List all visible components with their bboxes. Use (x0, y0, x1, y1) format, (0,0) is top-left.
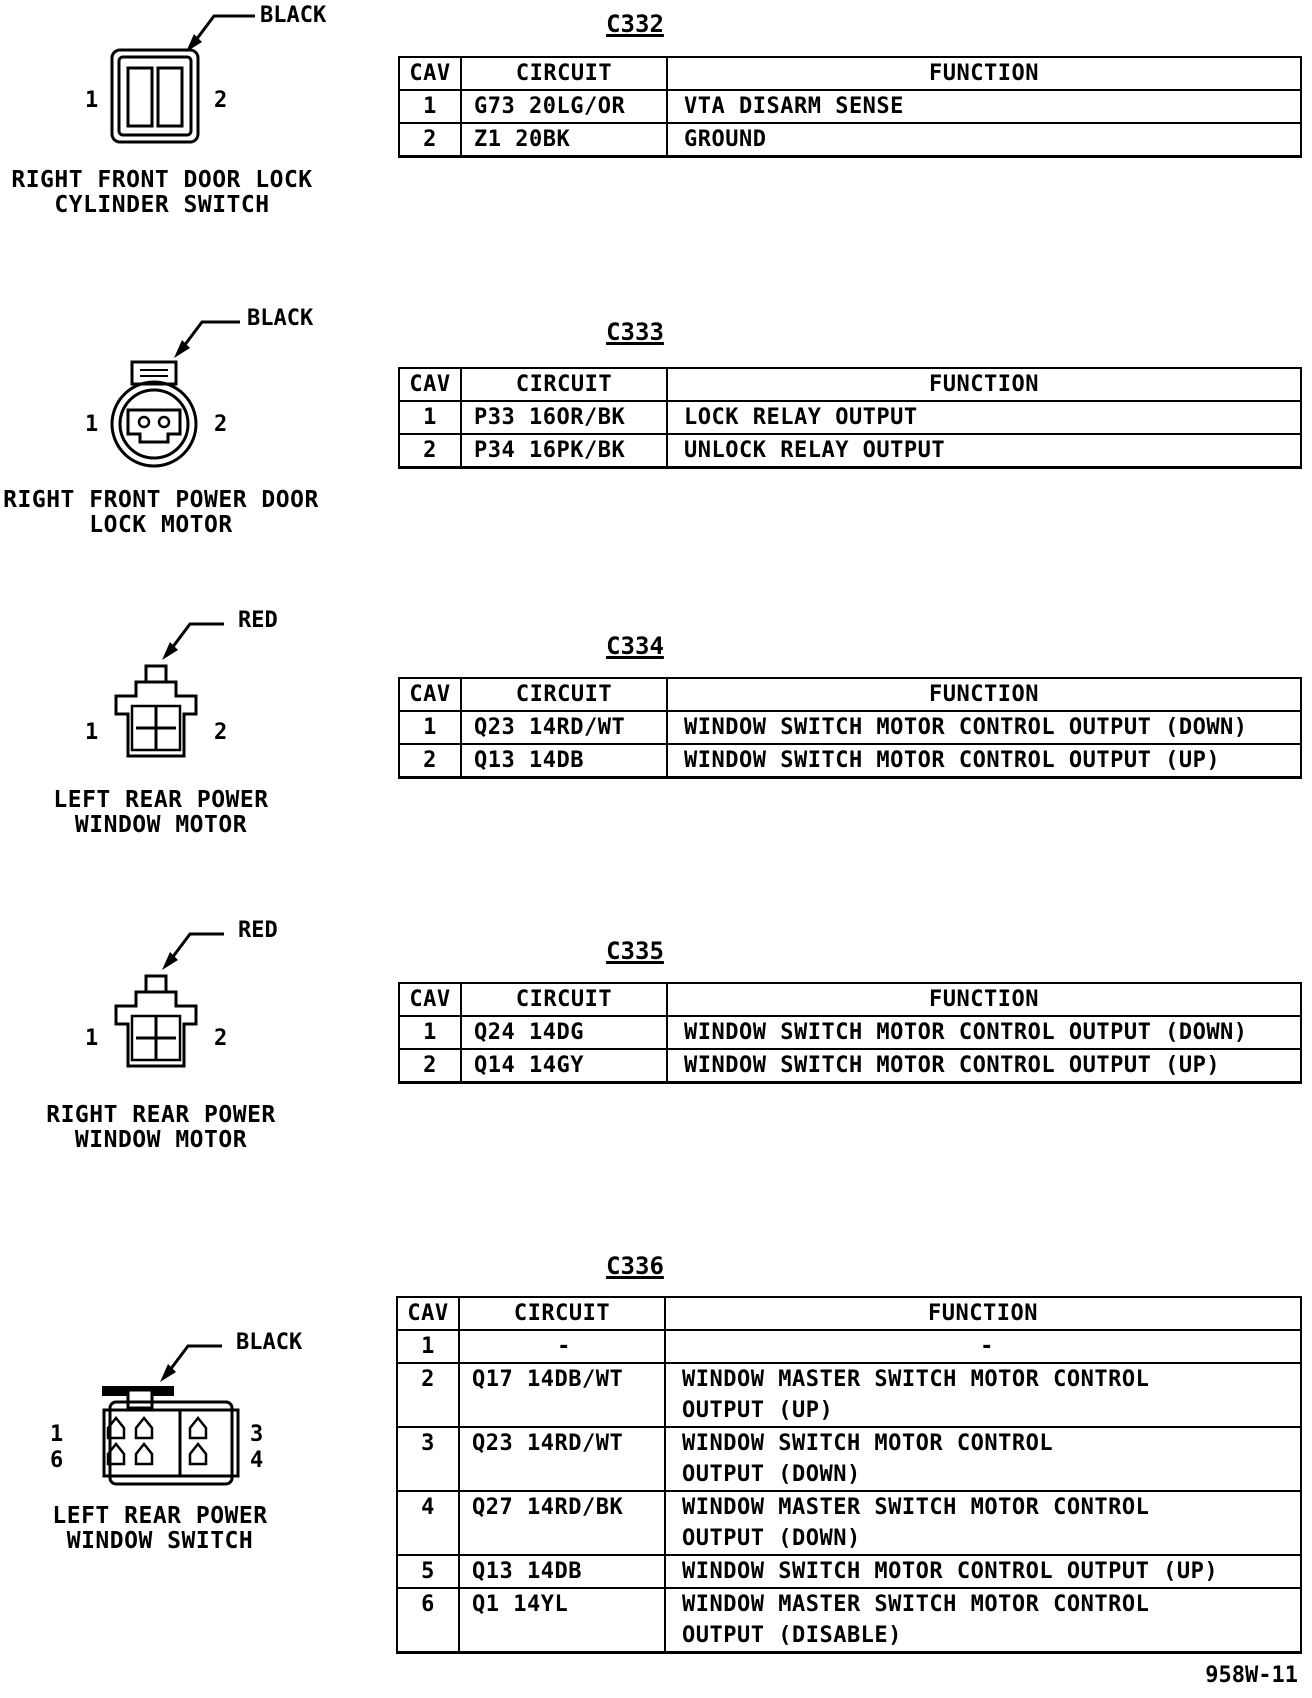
cell-circuit: Q17 14DB/WT (459, 1363, 665, 1427)
connector-face-icon (0, 620, 340, 780)
pin-label-right: 2 (214, 412, 228, 437)
header-circuit: CIRCUIT (461, 678, 667, 711)
header-function: FUNCTION (667, 57, 1301, 90)
cell-function (665, 1588, 1301, 1653)
cell-cav: 1 (397, 1330, 459, 1363)
connector-face-icon (0, 310, 340, 470)
cell-cav: 2 (399, 744, 461, 778)
pinout-table (398, 367, 1302, 469)
table-header-row (399, 57, 1301, 90)
table-row (399, 711, 1301, 744)
cell-circuit: G73 20LG/OR (461, 90, 667, 123)
wire-color-label: RED (238, 608, 278, 633)
table-header-row (397, 1297, 1301, 1330)
table-row (397, 1588, 1301, 1653)
table-row (397, 1363, 1301, 1427)
connector-description (0, 168, 324, 218)
function-line-1: WINDOW MASTER SWITCH MOTOR CONTROL (682, 1367, 1150, 1392)
description-line-1: RIGHT REAR POWER (46, 1102, 276, 1128)
cell-function: WINDOW SWITCH MOTOR CONTROL OUTPUT (UP) (665, 1555, 1301, 1588)
connector-description (0, 488, 322, 538)
cell-circuit: Q13 14DB (459, 1555, 665, 1588)
table-row (397, 1330, 1301, 1363)
wire-color-label: BLACK (260, 3, 327, 28)
cell-circuit: P34 16PK/BK (461, 434, 667, 468)
header-cav: CAV (399, 368, 461, 401)
connector-section-c335 (0, 918, 1312, 1190)
pin-label-4: 4 (250, 1448, 264, 1473)
header-function: FUNCTION (667, 368, 1301, 401)
cell-cav: 3 (397, 1427, 459, 1491)
connector-id: C332 (606, 10, 664, 38)
cell-cav: 1 (399, 711, 461, 744)
cell-circuit: - (459, 1330, 665, 1363)
connector-id: C333 (606, 318, 664, 346)
pin-label-left: 1 (85, 720, 99, 745)
pin-label-6: 6 (50, 1448, 64, 1473)
cell-function: WINDOW SWITCH MOTOR CONTROL OUTPUT (UP) (667, 744, 1301, 778)
cell-function: LOCK RELAY OUTPUT (667, 401, 1301, 434)
function-line-1: WINDOW MASTER SWITCH MOTOR CONTROL (682, 1592, 1150, 1617)
cell-circuit: Q14 14GY (461, 1049, 667, 1083)
cell-function: UNLOCK RELAY OUTPUT (667, 434, 1301, 468)
header-function: FUNCTION (667, 678, 1301, 711)
header-circuit: CIRCUIT (461, 57, 667, 90)
connector-description (0, 1103, 322, 1153)
table-row (399, 744, 1301, 778)
cell-function: VTA DISARM SENSE (667, 90, 1301, 123)
connector-id: C335 (606, 937, 664, 965)
pin-label-right: 2 (214, 88, 228, 113)
table-row (399, 401, 1301, 434)
table-row (399, 434, 1301, 468)
function-line-2: OUTPUT (DISABLE) (682, 1623, 902, 1648)
table-row (397, 1555, 1301, 1588)
cell-function (665, 1363, 1301, 1427)
function-line-1: WINDOW SWITCH MOTOR CONTROL (682, 1431, 1054, 1456)
cell-circuit: Q23 14RD/WT (459, 1427, 665, 1491)
pinout-table (396, 1296, 1302, 1654)
table-header-row (399, 678, 1301, 711)
pinout-table (398, 982, 1302, 1084)
connector-section-c332 (0, 0, 1312, 260)
cell-function: GROUND (667, 123, 1301, 157)
description-line-1: RIGHT FRONT DOOR LOCK (11, 167, 313, 193)
cell-circuit: Q23 14RD/WT (461, 711, 667, 744)
table-row (397, 1427, 1301, 1491)
function-line-2: OUTPUT (DOWN) (682, 1526, 861, 1551)
cell-function: - (665, 1330, 1301, 1363)
pin-label-right: 2 (214, 1026, 228, 1051)
function-line-1: WINDOW MASTER SWITCH MOTOR CONTROL (682, 1495, 1150, 1520)
cell-cav: 1 (399, 1016, 461, 1049)
figure-code: 958W-11 (1205, 1663, 1298, 1688)
function-line-2: OUTPUT (UP) (682, 1398, 834, 1423)
connector-id: C336 (606, 1252, 664, 1280)
header-cav: CAV (397, 1297, 459, 1330)
connector-description (0, 788, 322, 838)
wire-color-label: RED (238, 918, 278, 943)
cell-circuit: Q1 14YL (459, 1588, 665, 1653)
pinout-table (398, 56, 1302, 158)
header-cav: CAV (399, 678, 461, 711)
pin-label-3: 3 (250, 1422, 264, 1447)
description-line-1: RIGHT FRONT POWER DOOR (3, 487, 319, 513)
table-header-row (399, 368, 1301, 401)
cell-cav: 2 (397, 1363, 459, 1427)
header-function: FUNCTION (667, 983, 1301, 1016)
cell-circuit: Q24 14DG (461, 1016, 667, 1049)
cell-circuit: Z1 20BK (461, 123, 667, 157)
cell-cav: 4 (397, 1491, 459, 1555)
description-line-2: WINDOW MOTOR (74, 1127, 248, 1153)
cell-cav: 2 (399, 434, 461, 468)
header-function: FUNCTION (665, 1297, 1301, 1330)
table-row (399, 90, 1301, 123)
header-circuit: CIRCUIT (461, 983, 667, 1016)
table-header-row (399, 983, 1301, 1016)
connector-id: C334 (606, 632, 664, 660)
cell-cav: 5 (397, 1555, 459, 1588)
cell-function: WINDOW SWITCH MOTOR CONTROL OUTPUT (DOWN) (667, 1016, 1301, 1049)
cell-circuit: Q27 14RD/BK (459, 1491, 665, 1555)
pin-label-right: 2 (214, 720, 228, 745)
connector-face-icon (0, 930, 340, 1090)
connector-section-c336 (0, 1240, 1312, 1660)
wire-color-label: BLACK (247, 306, 314, 331)
cell-cav: 1 (399, 401, 461, 434)
pin-label-left: 1 (85, 88, 99, 113)
cell-function (665, 1427, 1301, 1491)
description-line-2: CYLINDER SWITCH (54, 192, 270, 218)
description-line-2: LOCK MOTOR (89, 512, 233, 538)
pin-label-left: 1 (85, 412, 99, 437)
function-line-2: OUTPUT (DOWN) (682, 1462, 861, 1487)
cell-cav: 2 (399, 1049, 461, 1083)
pin-label-left: 1 (85, 1026, 99, 1051)
cell-circuit: P33 16OR/BK (461, 401, 667, 434)
description-line-1: LEFT REAR POWER (52, 1503, 268, 1529)
connector-section-c333 (0, 306, 1312, 570)
table-row (399, 123, 1301, 157)
header-cav: CAV (399, 983, 461, 1016)
connector-section-c334 (0, 608, 1312, 880)
cell-function: WINDOW SWITCH MOTOR CONTROL OUTPUT (DOWN) (667, 711, 1301, 744)
pinout-table (398, 677, 1302, 779)
connector-description (0, 1504, 320, 1554)
table-row (399, 1049, 1301, 1083)
cell-function (665, 1491, 1301, 1555)
cell-cav: 6 (397, 1588, 459, 1653)
cell-circuit: Q13 14DB (461, 744, 667, 778)
wire-color-label: BLACK (236, 1330, 303, 1355)
table-row (399, 1016, 1301, 1049)
description-line-2: WINDOW MOTOR (74, 812, 248, 838)
cell-function: WINDOW SWITCH MOTOR CONTROL OUTPUT (UP) (667, 1049, 1301, 1083)
description-line-1: LEFT REAR POWER (53, 787, 269, 813)
description-line-2: WINDOW SWITCH (66, 1528, 254, 1554)
cell-cav: 2 (399, 123, 461, 157)
header-cav: CAV (399, 57, 461, 90)
header-circuit: CIRCUIT (461, 368, 667, 401)
header-circuit: CIRCUIT (459, 1297, 665, 1330)
pin-label-1: 1 (50, 1422, 64, 1447)
table-row (397, 1491, 1301, 1555)
cell-cav: 1 (399, 90, 461, 123)
